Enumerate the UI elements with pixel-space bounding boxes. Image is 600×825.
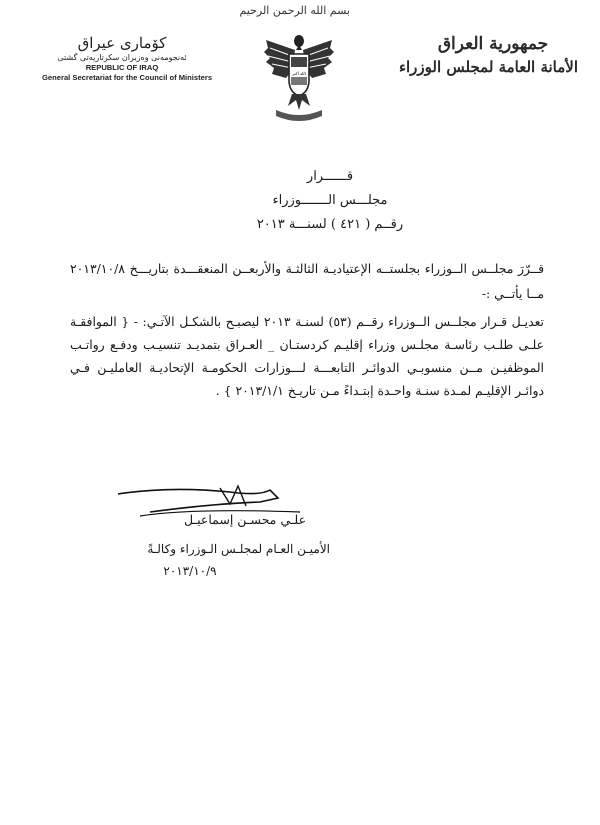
kurdish-subtitle: ئه‌نجومه‌نی وه‌زیران سكرتاریه‌تی گشتی [57,53,187,62]
handwritten-signature [110,482,310,538]
header-right [398,32,578,78]
decree-heading: قــــــرار [306,169,354,184]
signature-date: ٢٠١٣/١٠/٩ [163,564,217,578]
signer-name: علـي محسـن إسماعيـل [183,512,307,527]
kurdish-title: كۆماری عیراق [77,34,167,52]
council-heading: مجلـــس الـــــــوزراء [272,193,388,208]
english-republic-line: REPUBLIC OF IRAQ [85,63,159,72]
decree-title-block [200,165,460,237]
signer-title: الأميـن العـام لمجلـس الـوزراء وكالـةً [147,542,330,556]
general-secretariat-arabic: الأمانة العامة لمجلس الوزراء [398,58,578,76]
decision-text-paragraph: تعديـل قـرار مجلــس الــوزراء رقــم (٥٣) لسنـة ٢٠١٣ ليصبـح بالشكـل الآتـي: - { الموافقـة علـى طلـب رئاسـة مجلـس وزراء إقليـم كردستـان _ العـراق بتمديـد تنسيـب ودفـع رواتـب الموظفيـن مــن منسوبـي الدوائـر التابعـــة لـــوزارات الحكومـة الإتحاديـة العامليـن فـي دوائـر الإقليـم لمـدة سنـة واحـدة إبتـداءً مـن تاريـخ ٢٠١٣/١/١ } . [70,314,544,398]
decree-body [70,256,544,402]
republic-of-iraq-arabic: جمهورية العراق [437,34,549,54]
iraq-eagle-emblem-icon [262,30,336,126]
english-secretariat-line: General Secretariat for the Council of Ministers [42,73,213,82]
emblem-text: الله أكبر [292,71,306,76]
basmala: بسم الله الرحمن الرحيم [239,4,350,17]
decision-intro-paragraph: قــرّرَ مجلــس الــوزراء بجلستــه الإعتياديـة الثالثـة والأربعــن المنعقـــدة بتاريـــخ ٢٠١٣/١٠/٨ مــا يأتــي :- [70,261,544,301]
decree-number: رقــم ( ٤٢١ ) لسنـــة ٢٠١٣ [256,217,404,232]
header-left [42,34,213,83]
